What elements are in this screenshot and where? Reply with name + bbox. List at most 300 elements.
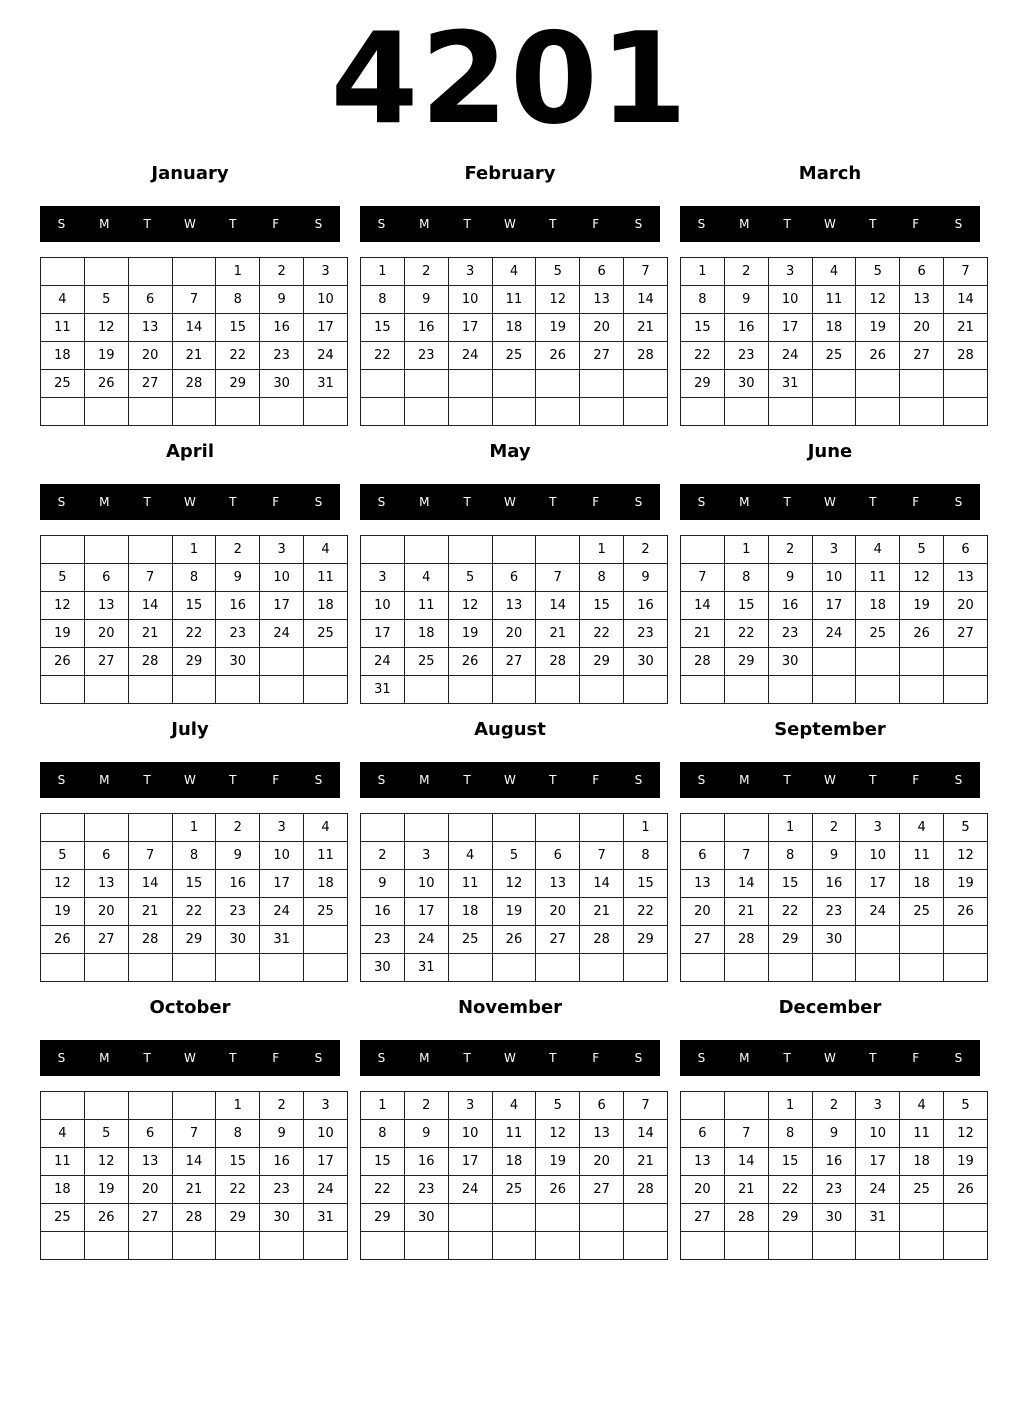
weekday-label: W bbox=[184, 495, 196, 509]
empty-day-cell bbox=[492, 814, 536, 842]
day-cell: 7 bbox=[624, 258, 668, 286]
day-cell: 16 bbox=[404, 314, 448, 342]
day-cell: 6 bbox=[84, 564, 128, 592]
day-cell: 14 bbox=[944, 286, 988, 314]
day-cell: 3 bbox=[404, 842, 448, 870]
empty-day-cell bbox=[856, 648, 900, 676]
empty-day-cell bbox=[624, 1232, 668, 1260]
day-cell: 15 bbox=[361, 314, 405, 342]
day-cell: 13 bbox=[944, 564, 988, 592]
day-cell: 11 bbox=[492, 1120, 536, 1148]
weekday-label: M bbox=[739, 217, 750, 231]
day-cell: 6 bbox=[681, 842, 725, 870]
day-cell: 29 bbox=[681, 370, 725, 398]
month-name: September bbox=[774, 719, 886, 740]
day-cell: 18 bbox=[492, 1148, 536, 1176]
empty-day-cell bbox=[624, 676, 668, 704]
weekday-label: S bbox=[697, 217, 706, 231]
day-grid bbox=[680, 1091, 988, 1260]
weekday-label: T bbox=[143, 1051, 151, 1065]
empty-day-cell bbox=[624, 370, 668, 398]
day-cell: 15 bbox=[768, 1148, 812, 1176]
weekday-label: T bbox=[463, 1051, 471, 1065]
empty-day-cell bbox=[492, 398, 536, 426]
weekday-label: F bbox=[592, 1051, 600, 1065]
day-cell: 22 bbox=[768, 1176, 812, 1204]
day-cell: 16 bbox=[260, 1148, 304, 1176]
day-cell: 3 bbox=[448, 1092, 492, 1120]
day-cell: 25 bbox=[492, 342, 536, 370]
day-cell: 6 bbox=[944, 536, 988, 564]
day-cell: 1 bbox=[724, 536, 768, 564]
day-cell: 21 bbox=[624, 1148, 668, 1176]
day-cell: 10 bbox=[812, 564, 856, 592]
day-cell: 25 bbox=[812, 342, 856, 370]
empty-day-cell bbox=[128, 814, 172, 842]
day-cell: 1 bbox=[681, 258, 725, 286]
day-cell: 16 bbox=[812, 1148, 856, 1176]
weekday-label: T bbox=[143, 495, 151, 509]
day-cell: 24 bbox=[448, 1176, 492, 1204]
weekday-label: F bbox=[912, 773, 920, 787]
day-cell: 14 bbox=[128, 592, 172, 620]
empty-day-cell bbox=[580, 814, 624, 842]
day-cell: 31 bbox=[404, 954, 448, 982]
day-cell: 6 bbox=[681, 1120, 725, 1148]
day-cell: 11 bbox=[856, 564, 900, 592]
day-cell: 9 bbox=[812, 1120, 856, 1148]
day-cell: 24 bbox=[260, 620, 304, 648]
month-name: March bbox=[798, 163, 862, 184]
day-cell: 15 bbox=[681, 314, 725, 342]
day-cell: 12 bbox=[536, 286, 580, 314]
day-cell: 16 bbox=[624, 592, 668, 620]
empty-day-cell bbox=[84, 676, 128, 704]
week-row bbox=[681, 370, 988, 398]
weekday-label: F bbox=[912, 217, 920, 231]
day-cell: 1 bbox=[172, 814, 216, 842]
day-cell: 12 bbox=[856, 286, 900, 314]
day-cell: 6 bbox=[900, 258, 944, 286]
empty-day-cell bbox=[944, 676, 988, 704]
empty-day-cell bbox=[856, 1232, 900, 1260]
day-cell: 19 bbox=[944, 1148, 988, 1176]
empty-day-cell bbox=[681, 1092, 725, 1120]
day-cell: 31 bbox=[361, 676, 405, 704]
day-cell: 19 bbox=[900, 592, 944, 620]
day-cell: 17 bbox=[448, 1148, 492, 1176]
week-row bbox=[361, 258, 668, 286]
day-cell: 3 bbox=[304, 258, 348, 286]
empty-day-cell bbox=[536, 954, 580, 982]
day-cell: 13 bbox=[900, 286, 944, 314]
empty-day-cell bbox=[404, 1232, 448, 1260]
week-row bbox=[681, 258, 988, 286]
day-cell: 23 bbox=[624, 620, 668, 648]
day-cell: 2 bbox=[768, 536, 812, 564]
day-cell: 4 bbox=[900, 1092, 944, 1120]
day-cell: 14 bbox=[172, 314, 216, 342]
day-cell: 14 bbox=[681, 592, 725, 620]
day-grid bbox=[40, 1091, 348, 1260]
empty-day-cell bbox=[812, 648, 856, 676]
weekday-label: S bbox=[314, 1051, 323, 1065]
empty-day-cell bbox=[492, 536, 536, 564]
day-grid bbox=[360, 535, 668, 704]
day-cell: 13 bbox=[681, 870, 725, 898]
day-cell: 9 bbox=[404, 1120, 448, 1148]
day-cell: 11 bbox=[404, 592, 448, 620]
day-cell: 24 bbox=[260, 898, 304, 926]
day-cell: 29 bbox=[172, 926, 216, 954]
day-cell: 5 bbox=[856, 258, 900, 286]
weekday-label: T bbox=[869, 495, 877, 509]
day-cell: 30 bbox=[724, 370, 768, 398]
day-cell: 16 bbox=[404, 1148, 448, 1176]
weekday-label: S bbox=[697, 773, 706, 787]
weekday-label: S bbox=[634, 773, 643, 787]
empty-day-cell bbox=[260, 954, 304, 982]
day-cell: 7 bbox=[944, 258, 988, 286]
day-cell: 7 bbox=[624, 1092, 668, 1120]
day-cell: 4 bbox=[900, 814, 944, 842]
day-cell: 20 bbox=[492, 620, 536, 648]
empty-day-cell bbox=[216, 954, 260, 982]
empty-day-cell bbox=[900, 648, 944, 676]
weekday-header bbox=[40, 762, 340, 798]
week-row bbox=[681, 398, 988, 426]
day-cell: 5 bbox=[944, 814, 988, 842]
year-title: 4201 bbox=[330, 5, 690, 152]
empty-day-cell bbox=[944, 398, 988, 426]
weekday-label: M bbox=[739, 773, 750, 787]
week-row bbox=[681, 1148, 988, 1176]
empty-day-cell bbox=[304, 648, 348, 676]
day-cell: 21 bbox=[536, 620, 580, 648]
empty-day-cell bbox=[536, 814, 580, 842]
day-cell: 31 bbox=[304, 1204, 348, 1232]
week-row bbox=[681, 898, 988, 926]
weekday-label: T bbox=[869, 217, 877, 231]
week-row bbox=[681, 954, 988, 982]
weekday-label: W bbox=[184, 217, 196, 231]
weekday-label: S bbox=[314, 495, 323, 509]
day-cell: 19 bbox=[536, 1148, 580, 1176]
day-cell: 12 bbox=[492, 870, 536, 898]
day-cell: 21 bbox=[128, 898, 172, 926]
day-cell: 20 bbox=[681, 1176, 725, 1204]
empty-day-cell bbox=[448, 1204, 492, 1232]
weekday-label: S bbox=[634, 217, 643, 231]
week-row bbox=[681, 676, 988, 704]
weekday-header bbox=[680, 762, 980, 798]
empty-day-cell bbox=[304, 398, 348, 426]
day-cell: 29 bbox=[580, 648, 624, 676]
week-row bbox=[361, 564, 668, 592]
day-cell: 23 bbox=[812, 898, 856, 926]
empty-day-cell bbox=[580, 398, 624, 426]
day-cell: 19 bbox=[84, 1176, 128, 1204]
week-row bbox=[681, 814, 988, 842]
day-cell: 13 bbox=[580, 286, 624, 314]
day-cell: 28 bbox=[172, 370, 216, 398]
day-cell: 25 bbox=[492, 1176, 536, 1204]
day-cell: 25 bbox=[41, 1204, 85, 1232]
day-cell: 21 bbox=[128, 620, 172, 648]
day-cell: 5 bbox=[536, 258, 580, 286]
day-cell: 21 bbox=[172, 342, 216, 370]
day-cell: 15 bbox=[624, 870, 668, 898]
weekday-label: T bbox=[869, 773, 877, 787]
weekday-label: M bbox=[739, 495, 750, 509]
day-cell: 14 bbox=[580, 870, 624, 898]
day-cell: 8 bbox=[216, 286, 260, 314]
day-cell: 26 bbox=[536, 342, 580, 370]
empty-day-cell bbox=[681, 536, 725, 564]
day-cell: 26 bbox=[448, 648, 492, 676]
empty-day-cell bbox=[681, 814, 725, 842]
day-cell: 27 bbox=[580, 1176, 624, 1204]
day-cell: 29 bbox=[216, 370, 260, 398]
empty-day-cell bbox=[856, 926, 900, 954]
empty-day-cell bbox=[41, 536, 85, 564]
weekday-label: S bbox=[954, 773, 963, 787]
day-cell: 30 bbox=[216, 926, 260, 954]
empty-day-cell bbox=[900, 676, 944, 704]
day-cell: 25 bbox=[304, 620, 348, 648]
day-cell: 20 bbox=[580, 314, 624, 342]
empty-day-cell bbox=[84, 954, 128, 982]
day-cell: 3 bbox=[361, 564, 405, 592]
weekday-label: T bbox=[229, 495, 237, 509]
day-cell: 27 bbox=[492, 648, 536, 676]
week-row bbox=[41, 398, 348, 426]
weekday-label: T bbox=[783, 217, 791, 231]
day-cell: 19 bbox=[536, 314, 580, 342]
day-cell: 22 bbox=[361, 342, 405, 370]
day-cell: 24 bbox=[768, 342, 812, 370]
week-row bbox=[41, 1176, 348, 1204]
empty-day-cell bbox=[900, 954, 944, 982]
day-cell: 11 bbox=[304, 842, 348, 870]
day-cell: 26 bbox=[944, 898, 988, 926]
empty-day-cell bbox=[856, 398, 900, 426]
week-row bbox=[361, 1092, 668, 1120]
weekday-label: S bbox=[634, 1051, 643, 1065]
day-cell: 5 bbox=[41, 564, 85, 592]
day-cell: 27 bbox=[681, 926, 725, 954]
day-cell: 18 bbox=[856, 592, 900, 620]
day-cell: 29 bbox=[216, 1204, 260, 1232]
day-cell: 24 bbox=[404, 926, 448, 954]
day-cell: 16 bbox=[768, 592, 812, 620]
day-cell: 8 bbox=[216, 1120, 260, 1148]
weekday-header bbox=[360, 1040, 660, 1076]
empty-day-cell bbox=[492, 1232, 536, 1260]
empty-day-cell bbox=[404, 536, 448, 564]
empty-day-cell bbox=[41, 814, 85, 842]
day-cell: 12 bbox=[900, 564, 944, 592]
day-cell: 30 bbox=[216, 648, 260, 676]
month-name: January bbox=[151, 163, 229, 184]
day-cell: 1 bbox=[216, 1092, 260, 1120]
empty-day-cell bbox=[172, 1232, 216, 1260]
day-cell: 13 bbox=[128, 314, 172, 342]
day-cell: 21 bbox=[624, 314, 668, 342]
day-cell: 2 bbox=[812, 1092, 856, 1120]
day-cell: 10 bbox=[768, 286, 812, 314]
day-cell: 1 bbox=[624, 814, 668, 842]
day-cell: 2 bbox=[260, 1092, 304, 1120]
week-row bbox=[681, 342, 988, 370]
week-row bbox=[361, 1148, 668, 1176]
day-cell: 28 bbox=[580, 926, 624, 954]
weekday-header bbox=[360, 762, 660, 798]
day-cell: 8 bbox=[768, 842, 812, 870]
day-cell: 24 bbox=[856, 898, 900, 926]
day-cell: 8 bbox=[172, 842, 216, 870]
day-grid bbox=[40, 813, 348, 982]
day-cell: 4 bbox=[492, 258, 536, 286]
day-cell: 7 bbox=[580, 842, 624, 870]
day-cell: 8 bbox=[624, 842, 668, 870]
day-cell: 7 bbox=[536, 564, 580, 592]
week-row bbox=[361, 814, 668, 842]
day-cell: 23 bbox=[404, 1176, 448, 1204]
empty-day-cell bbox=[580, 1232, 624, 1260]
empty-day-cell bbox=[724, 1092, 768, 1120]
week-row bbox=[41, 954, 348, 982]
day-cell: 12 bbox=[448, 592, 492, 620]
week-row bbox=[681, 592, 988, 620]
day-cell: 21 bbox=[724, 1176, 768, 1204]
empty-day-cell bbox=[41, 676, 85, 704]
week-row bbox=[361, 870, 668, 898]
month-name: October bbox=[149, 997, 231, 1018]
day-cell: 16 bbox=[216, 870, 260, 898]
day-cell: 26 bbox=[41, 926, 85, 954]
weekday-label: M bbox=[419, 217, 430, 231]
day-cell: 2 bbox=[404, 1092, 448, 1120]
day-cell: 31 bbox=[260, 926, 304, 954]
day-cell: 28 bbox=[128, 648, 172, 676]
empty-day-cell bbox=[84, 1232, 128, 1260]
day-cell: 23 bbox=[724, 342, 768, 370]
day-cell: 20 bbox=[128, 1176, 172, 1204]
weekday-label: M bbox=[99, 1051, 110, 1065]
day-cell: 18 bbox=[304, 870, 348, 898]
day-cell: 4 bbox=[492, 1092, 536, 1120]
week-row bbox=[361, 1176, 668, 1204]
empty-day-cell bbox=[580, 676, 624, 704]
day-cell: 5 bbox=[492, 842, 536, 870]
empty-day-cell bbox=[128, 258, 172, 286]
day-cell: 11 bbox=[900, 842, 944, 870]
empty-day-cell bbox=[84, 258, 128, 286]
day-cell: 30 bbox=[768, 648, 812, 676]
day-cell: 19 bbox=[856, 314, 900, 342]
day-cell: 20 bbox=[536, 898, 580, 926]
day-cell: 9 bbox=[361, 870, 405, 898]
empty-day-cell bbox=[172, 398, 216, 426]
day-grid bbox=[40, 257, 348, 426]
day-cell: 22 bbox=[580, 620, 624, 648]
empty-day-cell bbox=[41, 1092, 85, 1120]
day-cell: 14 bbox=[624, 1120, 668, 1148]
day-cell: 6 bbox=[580, 1092, 624, 1120]
day-cell: 11 bbox=[41, 314, 85, 342]
day-cell: 7 bbox=[172, 1120, 216, 1148]
weekday-label: M bbox=[99, 217, 110, 231]
day-cell: 11 bbox=[304, 564, 348, 592]
day-cell: 26 bbox=[944, 1176, 988, 1204]
empty-day-cell bbox=[944, 926, 988, 954]
day-cell: 19 bbox=[84, 342, 128, 370]
day-cell: 16 bbox=[216, 592, 260, 620]
day-grid bbox=[680, 257, 988, 426]
empty-day-cell bbox=[404, 676, 448, 704]
day-cell: 7 bbox=[724, 842, 768, 870]
day-cell: 10 bbox=[448, 286, 492, 314]
week-row bbox=[41, 676, 348, 704]
day-cell: 28 bbox=[128, 926, 172, 954]
week-row bbox=[41, 620, 348, 648]
weekday-label: W bbox=[504, 1051, 516, 1065]
day-cell: 28 bbox=[536, 648, 580, 676]
day-cell: 13 bbox=[128, 1148, 172, 1176]
week-row bbox=[361, 314, 668, 342]
empty-day-cell bbox=[812, 398, 856, 426]
day-cell: 20 bbox=[128, 342, 172, 370]
day-cell: 17 bbox=[260, 870, 304, 898]
day-cell: 3 bbox=[448, 258, 492, 286]
empty-day-cell bbox=[900, 398, 944, 426]
month-name: December bbox=[778, 997, 882, 1018]
day-cell: 7 bbox=[724, 1120, 768, 1148]
day-cell: 29 bbox=[361, 1204, 405, 1232]
day-cell: 4 bbox=[41, 1120, 85, 1148]
empty-day-cell bbox=[260, 676, 304, 704]
day-cell: 2 bbox=[624, 536, 668, 564]
day-cell: 25 bbox=[41, 370, 85, 398]
empty-day-cell bbox=[492, 676, 536, 704]
day-cell: 4 bbox=[404, 564, 448, 592]
weekday-label: S bbox=[634, 495, 643, 509]
week-row bbox=[41, 1092, 348, 1120]
week-row bbox=[41, 536, 348, 564]
day-cell: 14 bbox=[172, 1148, 216, 1176]
day-cell: 30 bbox=[260, 370, 304, 398]
week-row bbox=[41, 314, 348, 342]
day-cell: 11 bbox=[900, 1120, 944, 1148]
empty-day-cell bbox=[681, 954, 725, 982]
day-cell: 8 bbox=[681, 286, 725, 314]
week-row bbox=[361, 370, 668, 398]
day-cell: 17 bbox=[304, 1148, 348, 1176]
weekday-label: F bbox=[272, 1051, 280, 1065]
week-row bbox=[41, 564, 348, 592]
weekday-label: S bbox=[697, 495, 706, 509]
day-cell: 26 bbox=[900, 620, 944, 648]
day-cell: 19 bbox=[448, 620, 492, 648]
day-cell: 26 bbox=[84, 370, 128, 398]
empty-day-cell bbox=[172, 1092, 216, 1120]
day-cell: 27 bbox=[536, 926, 580, 954]
day-cell: 13 bbox=[536, 870, 580, 898]
day-cell: 26 bbox=[536, 1176, 580, 1204]
day-cell: 21 bbox=[944, 314, 988, 342]
weekday-header bbox=[40, 484, 340, 520]
